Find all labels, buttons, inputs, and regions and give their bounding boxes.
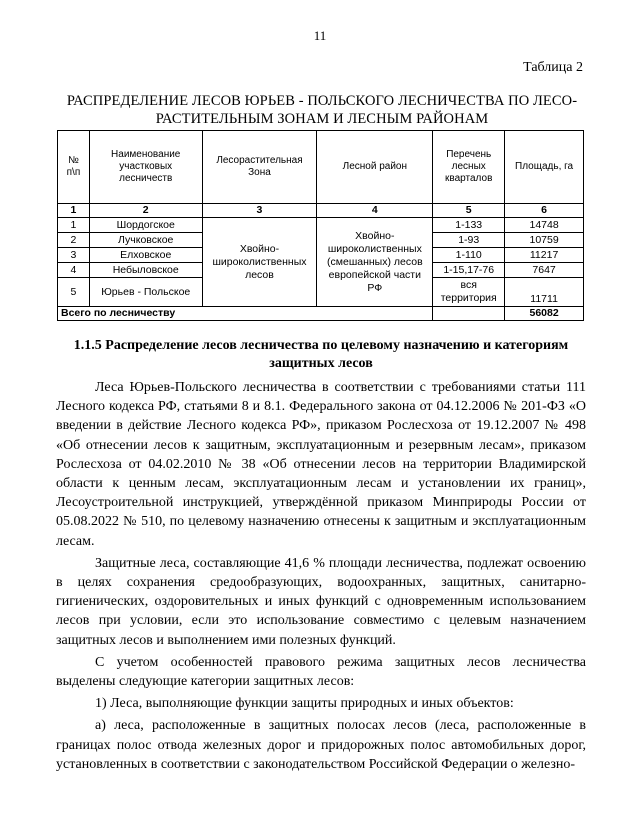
total-label: Всего по лесничеству [58,307,433,321]
paragraph: Защитные леса, составляющие 41,6 % площади лесничества, подлежат освоению в целях сохранения средообразующих, водоохранных, защитных, санитарно-гигиенических, оздоровительных и иных функций с одновременным использованием лесов при условии, если это использование совместимо с целевым назначением защитных лесов и выполнением ими полезных функций. [56,555,586,648]
row-number: 4 [58,263,90,278]
paragraph: Леса Юрьев-Польского лесничества в соответствии с требованиями статьи 111 Лесного кодекса РФ, статьями 8 и 8.1. Федерального закона от 04.12.2006 № 201-ФЗ «О введении в действие Лесного кодекса РФ», приказом Рослесхоза от 19.12.2007 № 498 «Об отнесении лесов к защитным, эксплуатационным и резервным лесам», приказом Рослесхоза от 04.02.2010 № 38 «Об отнесении лесов на территории Владимирской области к ценным лесам, эксплуатационным лесам и установлении их границ», Лесоустроительной инструкцией, утверждённой приказом Минприроды России от 05.08.2022 № 510, по целевому назначению отнесены к защитным и эксплуатационным лесам. [56,380,586,549]
header-quarters: Перечень лесных кварталов [433,131,505,204]
col-number: 4 [317,204,433,218]
zone-cell: Хвойно-широколиственных лесов [202,218,317,307]
row-name: Елховское [89,248,202,263]
header-region: Лесной район [317,131,433,204]
row-name: Шордогское [89,218,202,233]
header-zone: Лесорастительная Зона [202,131,317,204]
paragraph: С учетом особенностей правового режима защитных лесов лесничества выделены следующие категории защитных лесов: [56,654,586,690]
total-row [58,307,584,321]
header-name: Наименование участковых лесничеств [89,131,202,204]
forest-distribution-table [57,130,584,321]
row-number: 3 [58,248,90,263]
table-title-line-1: РАСПРЕДЕЛЕНИЕ ЛЕСОВ ЮРЬЕВ - ПОЛЬСКОГО ЛЕСНИЧЕСТВА ПО ЛЕСО- [66,93,578,109]
body-text [56,378,586,774]
header-number: № п\п [58,131,90,204]
col-number: 2 [89,204,202,218]
table-label: Таблица 2 [523,60,583,75]
row-name: Небыловское [89,263,202,278]
row-area: 11711 [505,278,584,307]
table-row [58,218,584,233]
total-empty [433,307,505,321]
header-area: Площадь, га [505,131,584,204]
row-name: Юрьев - Польское [89,278,202,307]
row-quarters: вся территория [433,278,505,307]
row-quarters: 1-133 [433,218,505,233]
section-heading: 1.1.5 Распределение лесов лесничества по целевому назначению и категориям защитных лесов [73,338,569,371]
row-area: 10759 [505,233,584,248]
row-number: 2 [58,233,90,248]
col-number: 5 [433,204,505,218]
row-area: 11217 [505,248,584,263]
paragraph: а) леса, расположенные в защитных полосах лесов (леса, расположенные в границах полос отвода железных дорог и придорожных полос автомобильных дорог, установленных в соответствии с законодательством Российской Федерации о железно- [56,718,586,772]
paragraph: 1) Леса, выполняющие функции защиты природных и иных объектов: [95,696,514,712]
col-number: 1 [58,204,90,218]
total-value: 56082 [505,307,584,321]
table-header-row [58,131,584,204]
col-number: 3 [202,204,317,218]
column-number-row [58,204,584,218]
region-cell: Хвойно-широколиственных (смешанных) лесов европейской части РФ [317,218,433,307]
row-quarters: 1-93 [433,233,505,248]
col-number: 6 [505,204,584,218]
row-area: 14748 [505,218,584,233]
row-name: Лучковское [89,233,202,248]
row-number: 1 [58,218,90,233]
row-quarters: 1-15,17-76 [433,263,505,278]
page-number: 11 [313,28,327,43]
table-title-line-2: РАСТИТЕЛЬНЫМ ЗОНАМ И ЛЕСНЫМ РАЙОНАМ [155,111,489,127]
row-number: 5 [58,278,90,307]
row-quarters: 1-110 [433,248,505,263]
table-title [56,92,588,128]
row-area: 7647 [505,263,584,278]
